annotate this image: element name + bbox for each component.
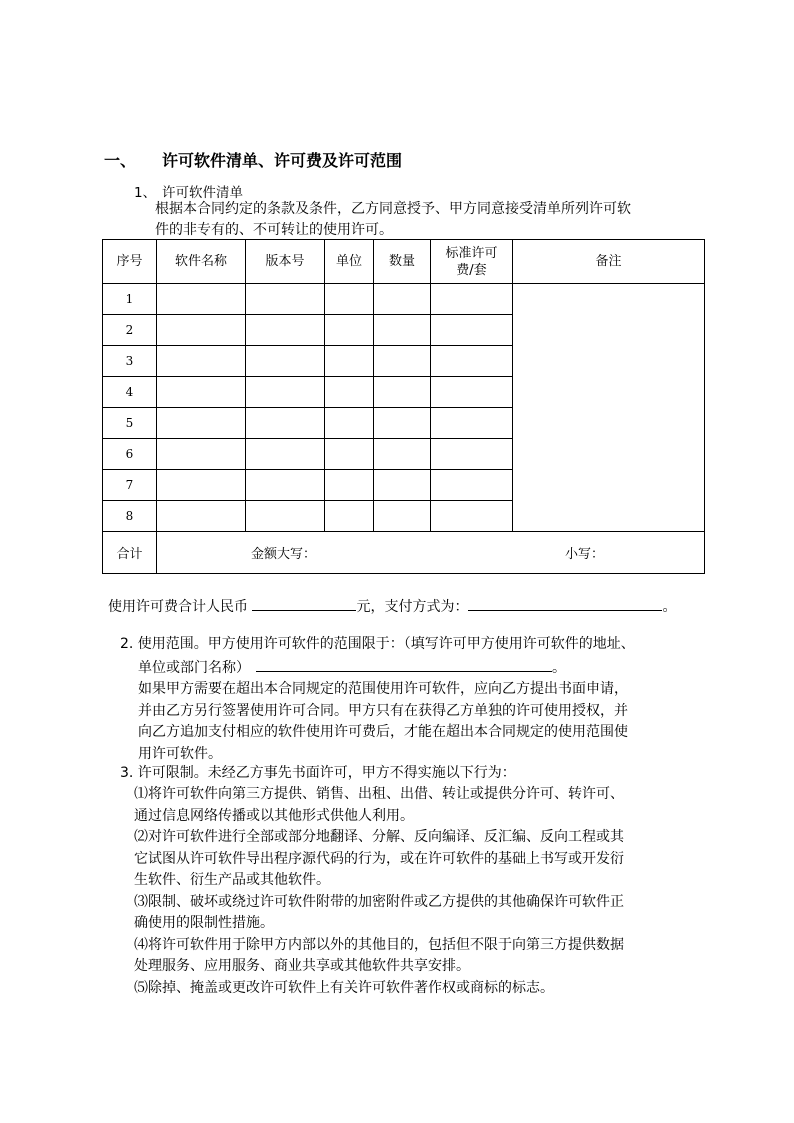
row-number: 4 <box>103 377 157 408</box>
quantity-cell[interactable] <box>374 470 431 501</box>
payment-line <box>108 595 676 616</box>
version-cell[interactable] <box>246 346 325 377</box>
table-row <box>103 284 705 315</box>
fee-cell[interactable] <box>431 501 513 532</box>
scope-line: 并由乙方另行签署使用许可合同。甲方只有在获得乙方单独的许可使用授权，并 <box>138 702 628 719</box>
header-fee-line: 标准许可 <box>445 245 498 261</box>
quantity-cell[interactable] <box>374 284 431 315</box>
row-number: 3 <box>103 346 157 377</box>
restriction-line: ⑶限制、破坏或绕过许可软件附带的加密附件或乙方提供的其他确保许可软件正 <box>134 893 624 910</box>
remarks-cell[interactable] <box>513 284 705 532</box>
unit-cell[interactable] <box>325 501 374 532</box>
scope-line-text: 单位或部门名称） <box>138 659 250 676</box>
scope-line: 如果甲方需要在超出本合同规定的范围使用许可软件，应向乙方提出书面申请， <box>138 681 628 697</box>
total-amount-cell[interactable] <box>157 532 705 574</box>
header-fee-line: 费/套 <box>456 262 487 278</box>
version-cell[interactable] <box>246 501 325 532</box>
quantity-cell[interactable] <box>374 408 431 439</box>
quantity-cell[interactable] <box>374 346 431 377</box>
version-cell[interactable] <box>246 284 325 315</box>
row-number: 1 <box>103 284 157 315</box>
header-cell-fee <box>431 240 513 284</box>
software-name-cell[interactable] <box>157 439 246 470</box>
header-cell: 单位 <box>325 240 374 284</box>
header-cell: 备注 <box>513 240 705 284</box>
scope-line: 2. 使用范围。甲方使用许可软件的范围限于：（填写许可甲方使用许可软件的地址、 <box>120 636 635 652</box>
quantity-cell[interactable] <box>374 501 431 532</box>
software-name-cell[interactable] <box>157 346 246 377</box>
version-cell[interactable] <box>246 470 325 501</box>
row-number: 6 <box>103 439 157 470</box>
unit-cell[interactable] <box>325 439 374 470</box>
intro-line: 件的非专有的、不可转让的使用许可。 <box>155 222 393 238</box>
software-name-cell[interactable] <box>157 315 246 346</box>
scope-line: 用许可软件。 <box>138 745 222 762</box>
fee-cell[interactable] <box>431 377 513 408</box>
section-number: 一、 <box>104 151 137 170</box>
software-name-cell[interactable] <box>157 470 246 501</box>
restriction-item <box>134 784 702 827</box>
quantity-cell[interactable] <box>374 315 431 346</box>
row-number: 7 <box>103 470 157 501</box>
fee-cell[interactable] <box>431 439 513 470</box>
restriction-line: 通过信息网络传播或以其他形式供他人利用。 <box>134 807 414 824</box>
payment-end: 。 <box>662 599 677 615</box>
scope-blank[interactable] <box>256 656 552 672</box>
restriction-line: ⑷将许可软件用于除甲方内部以外的其他目的，包括但不限于向第三方提供数据 <box>134 936 624 953</box>
subsection-title: 许可软件清单 <box>162 185 243 201</box>
subsection-heading <box>134 181 243 201</box>
restriction-line: 它试图从许可软件导出程序源代码的行为，或在许可软件的基础上书写或开发衍 <box>134 850 624 867</box>
software-name-cell[interactable] <box>157 377 246 408</box>
payment-yuan: 元，支付方式为： <box>356 599 469 615</box>
header-cell: 版本号 <box>246 240 325 284</box>
amount-upper-label: 金额大写： <box>251 547 317 562</box>
amount-lower-label: 小写： <box>565 547 605 562</box>
scope-line <box>120 656 700 680</box>
restriction-item <box>134 935 702 978</box>
restriction-line: ⑸除掉、掩盖或更改许可软件上有关许可软件著作权或商标的标志。 <box>134 979 554 996</box>
unit-cell[interactable] <box>325 284 374 315</box>
section-title: 许可软件清单、许可费及许可范围 <box>162 151 403 170</box>
unit-cell[interactable] <box>325 470 374 501</box>
scope-line: 向乙方追加支付相应的软件使用许可费后，才能在超出本合同规定的使用范围使 <box>138 724 628 740</box>
version-cell[interactable] <box>246 439 325 470</box>
unit-cell[interactable] <box>325 315 374 346</box>
payment-prefix: 使用许可费合计人民币 <box>108 599 248 615</box>
unit-cell[interactable] <box>325 408 374 439</box>
unit-cell[interactable] <box>325 346 374 377</box>
restriction-list <box>134 784 702 999</box>
restriction-item <box>134 978 702 1000</box>
row-number: 2 <box>103 315 157 346</box>
subsection-number: 1、 <box>134 185 157 201</box>
software-name-cell[interactable] <box>157 284 246 315</box>
total-label: 合计 <box>103 532 157 574</box>
intro-paragraph <box>155 199 631 241</box>
fee-cell[interactable] <box>431 346 513 377</box>
amount-blank[interactable] <box>252 595 356 611</box>
row-number: 5 <box>103 408 157 439</box>
restriction-line: 确使用的限制性措施。 <box>134 915 274 931</box>
quantity-cell[interactable] <box>374 377 431 408</box>
fee-cell[interactable] <box>431 408 513 439</box>
fee-cell[interactable] <box>431 315 513 346</box>
version-cell[interactable] <box>246 315 325 346</box>
row-number: 8 <box>103 501 157 532</box>
restriction-item <box>134 827 702 892</box>
restriction-item <box>134 892 702 935</box>
fee-cell[interactable] <box>431 470 513 501</box>
version-cell[interactable] <box>246 377 325 408</box>
restriction-line: ⑵对许可软件进行全部或部分地翻译、分解、反向编译、反汇编、反向工程或其 <box>134 829 624 845</box>
scope-paragraph <box>120 634 700 765</box>
intro-line: 根据本合同约定的条款及条件，乙方同意授予、甲方同意接受清单所列许可软 <box>155 201 631 217</box>
scope-line-end: 。 <box>552 659 566 676</box>
restriction-line: 处理服务、应用服务、商业共享或其他软件共享安排。 <box>134 958 470 974</box>
quantity-cell[interactable] <box>374 439 431 470</box>
section-heading <box>104 148 402 171</box>
fee-cell[interactable] <box>431 284 513 315</box>
version-cell[interactable] <box>246 408 325 439</box>
payment-method-blank[interactable] <box>468 595 662 611</box>
total-row <box>103 532 705 574</box>
unit-cell[interactable] <box>325 377 374 408</box>
restriction-line: ⑴将许可软件向第三方提供、销售、出租、出借、转让或提供分许可、转许可、 <box>134 786 624 802</box>
table-header-row <box>103 240 705 284</box>
software-list-table <box>102 239 705 574</box>
software-name-cell[interactable] <box>157 501 246 532</box>
software-name-cell[interactable] <box>157 408 246 439</box>
restriction-title: 3. 许可限制。未经乙方事先书面许可，甲方不得实施以下行为： <box>120 765 516 781</box>
header-cell: 数量 <box>374 240 431 284</box>
header-cell: 软件名称 <box>157 240 246 284</box>
header-cell: 序号 <box>103 240 157 284</box>
restriction-line: 生软件、衍生产品或其他软件。 <box>134 872 330 888</box>
